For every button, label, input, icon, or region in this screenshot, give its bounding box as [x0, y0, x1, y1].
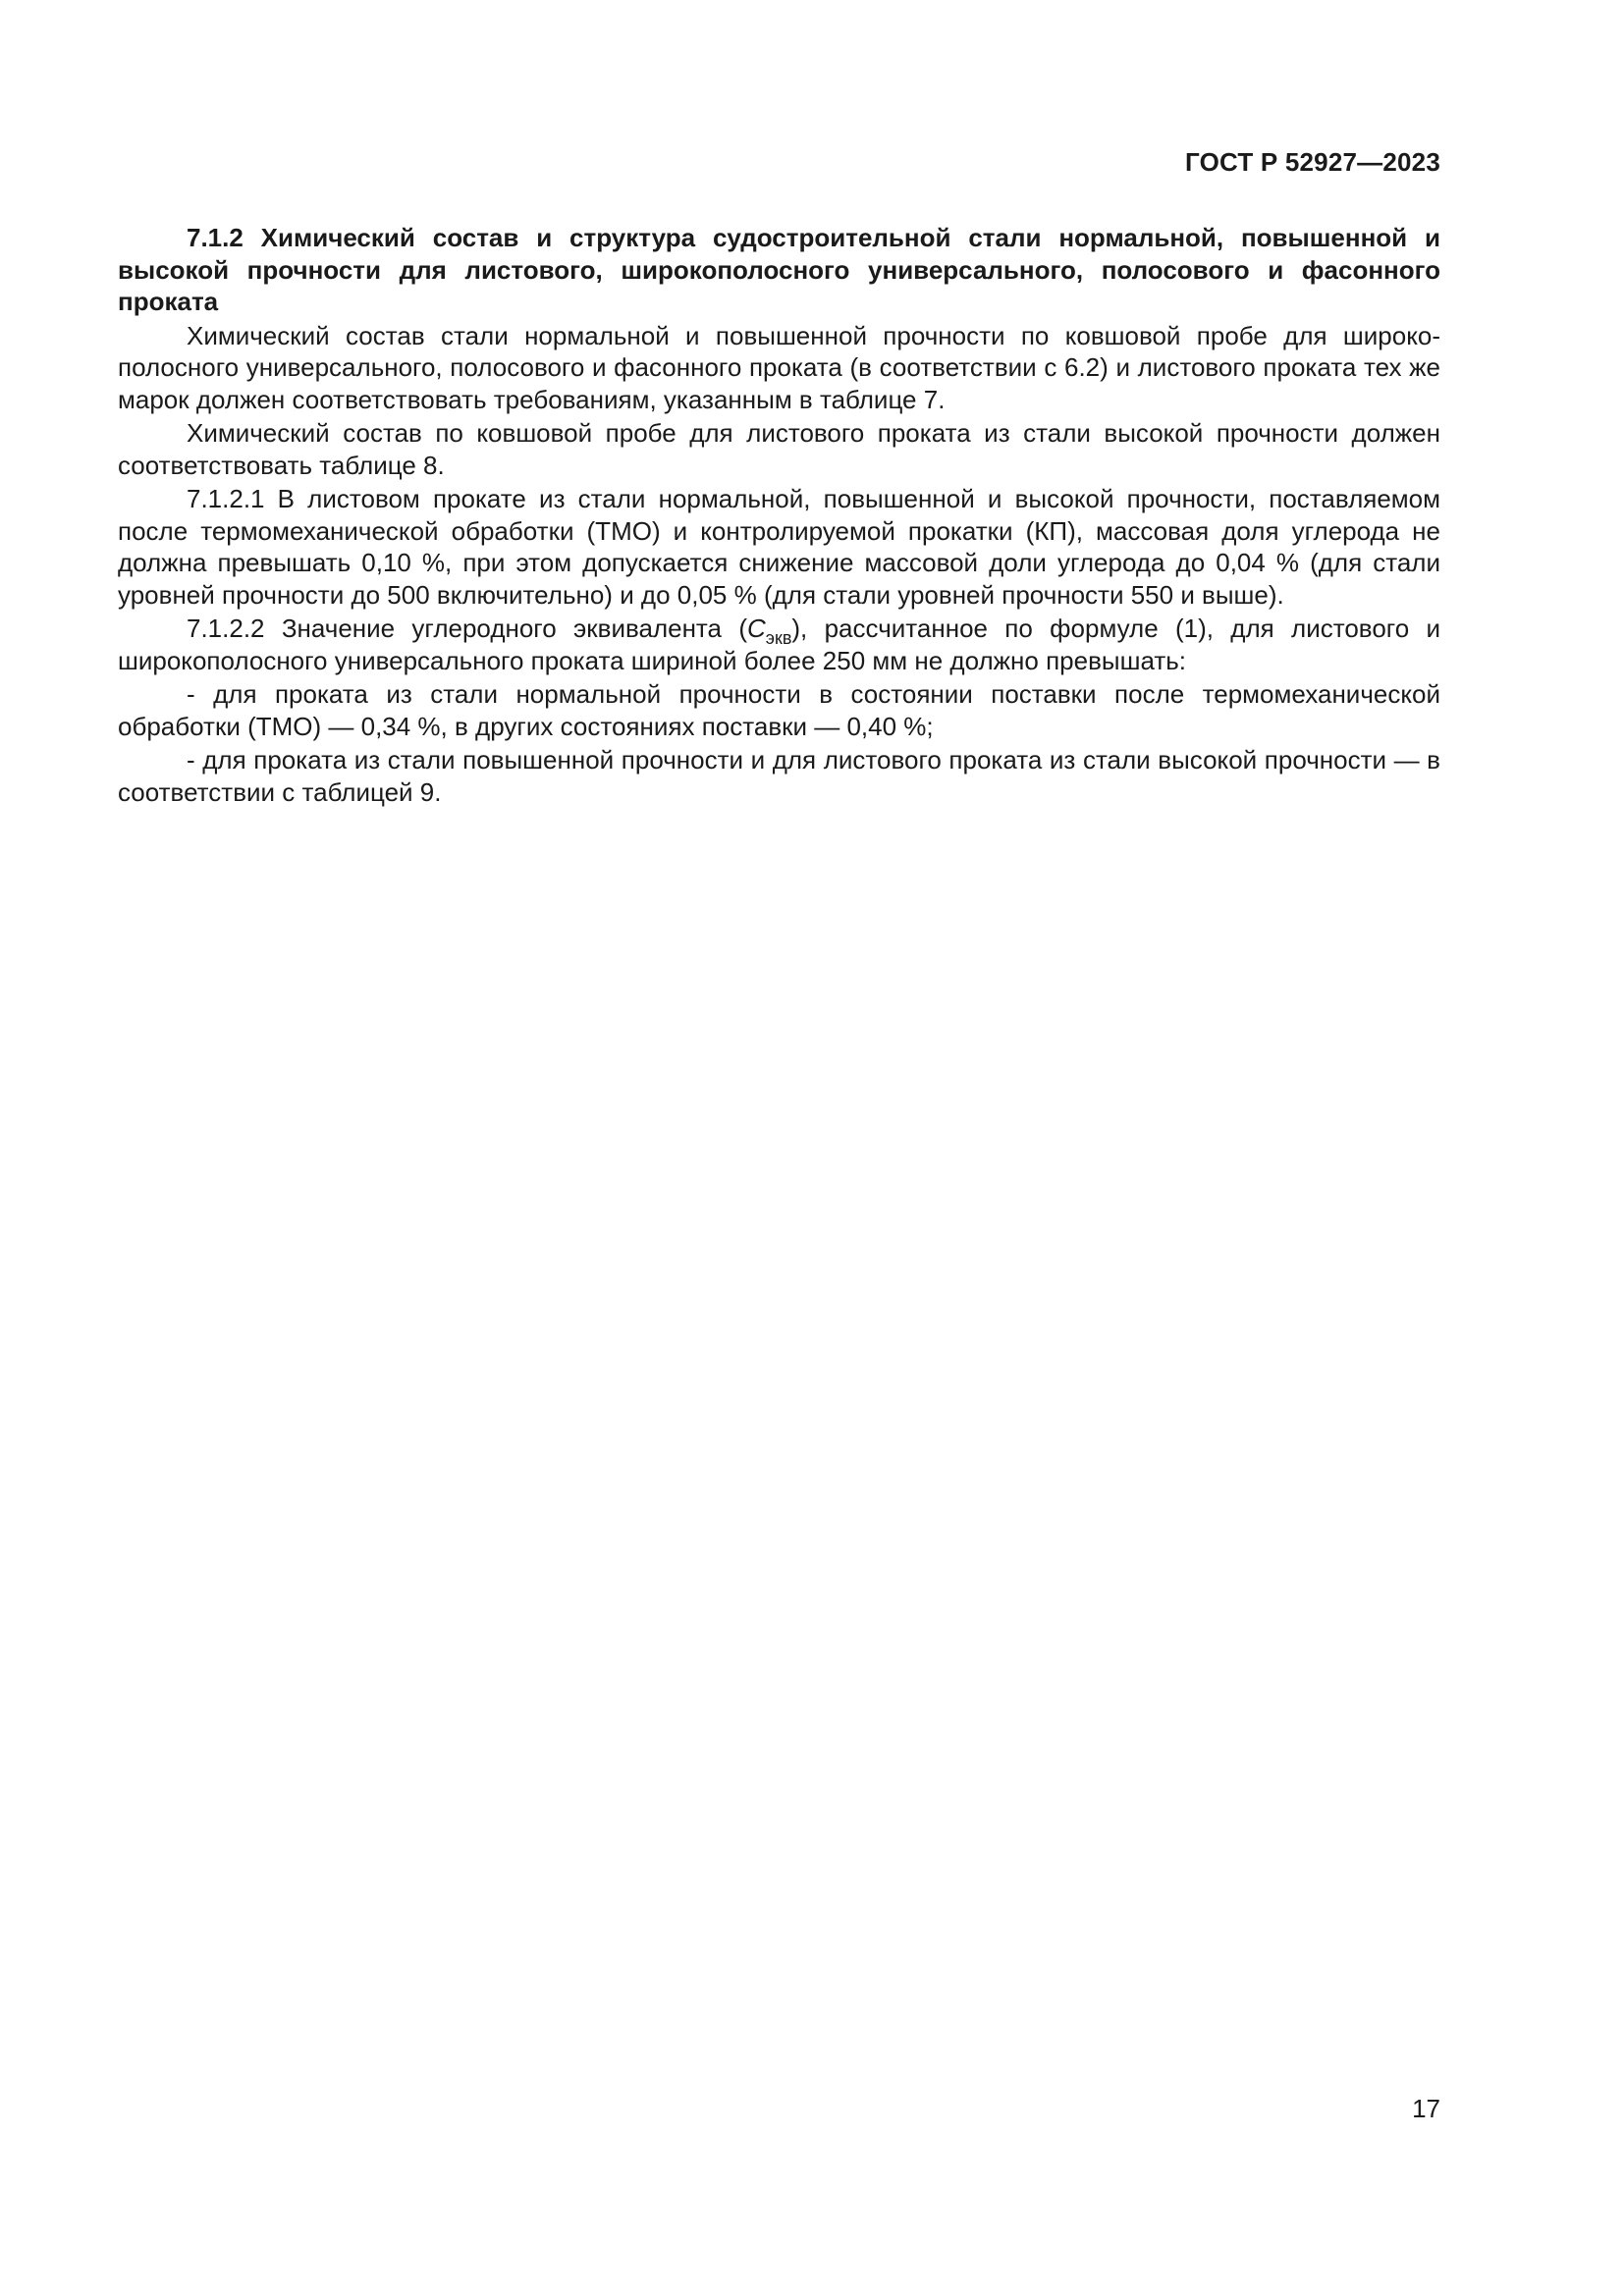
paragraph-7-1-2-2 [118, 613, 1440, 676]
page-number: 17 [1412, 2094, 1440, 2123]
carbon-equivalent-symbol: C [746, 614, 766, 643]
section-heading: 7.1.2 Химический состав и структура судостроительной стали нормальной, повышенной и высокой прочности для листового, широкополосного универсального, полосового и фасонного проката [118, 223, 1440, 316]
document-code: ГОСТ Р 52927—2023 [1185, 147, 1440, 177]
paragraph-chemical-composition: Химический состав стали нормальной и повышенной прочности по ковшовой пробе для широкополосного универсального, полосового и фасонного проката (в соответствии с 6.2) и листового проката тех же марок должен соответствовать требованиям, указанным в таблице 7. [118, 320, 1440, 414]
page-content [118, 222, 1440, 808]
list-item-normal-strength: - для проката из стали нормальной прочности в состоянии поставки после термомеханической обработки (ТМО) — 0,34 %, в других состояниях поставки — 0,40 %; [118, 679, 1440, 741]
carbon-equivalent-subscript: экв [765, 628, 792, 648]
paragraph-high-strength: Химический состав по ковшовой пробе для листового проката из стали высокой прочности должен соответствовать таблице 8. [118, 418, 1440, 480]
paragraph-7-1-2-2-start: 7.1.2.2 Значение углеродного эквивалента ( [187, 614, 747, 643]
list-item-increased-strength: - для проката из стали повышенной прочности и для листового проката из стали высокой прочности — в соответствии с таблицей 9. [118, 745, 1440, 807]
paragraph-7-1-2-1: 7.1.2.1 В листовом прокате из стали нормальной, повышенной и высокой прочности, поставляемом после термомеханической обработки (ТМО) и контролируемой прокатки (КП), массовая доля углерода не должна превышать 0,10 %, при этом допускается снижение массовой доли углерода до 0,04 % (для стали уровней прочности до 500 включительно) и до 0,05 % (для стали уровней прочности 550 и выше). [118, 484, 1440, 610]
paragraph-7-1-2-2-end: ), рассчитанное по формуле (1), для листового и широкополосного универсального проката шириной более 250 мм не должно превышать: [118, 614, 1440, 675]
